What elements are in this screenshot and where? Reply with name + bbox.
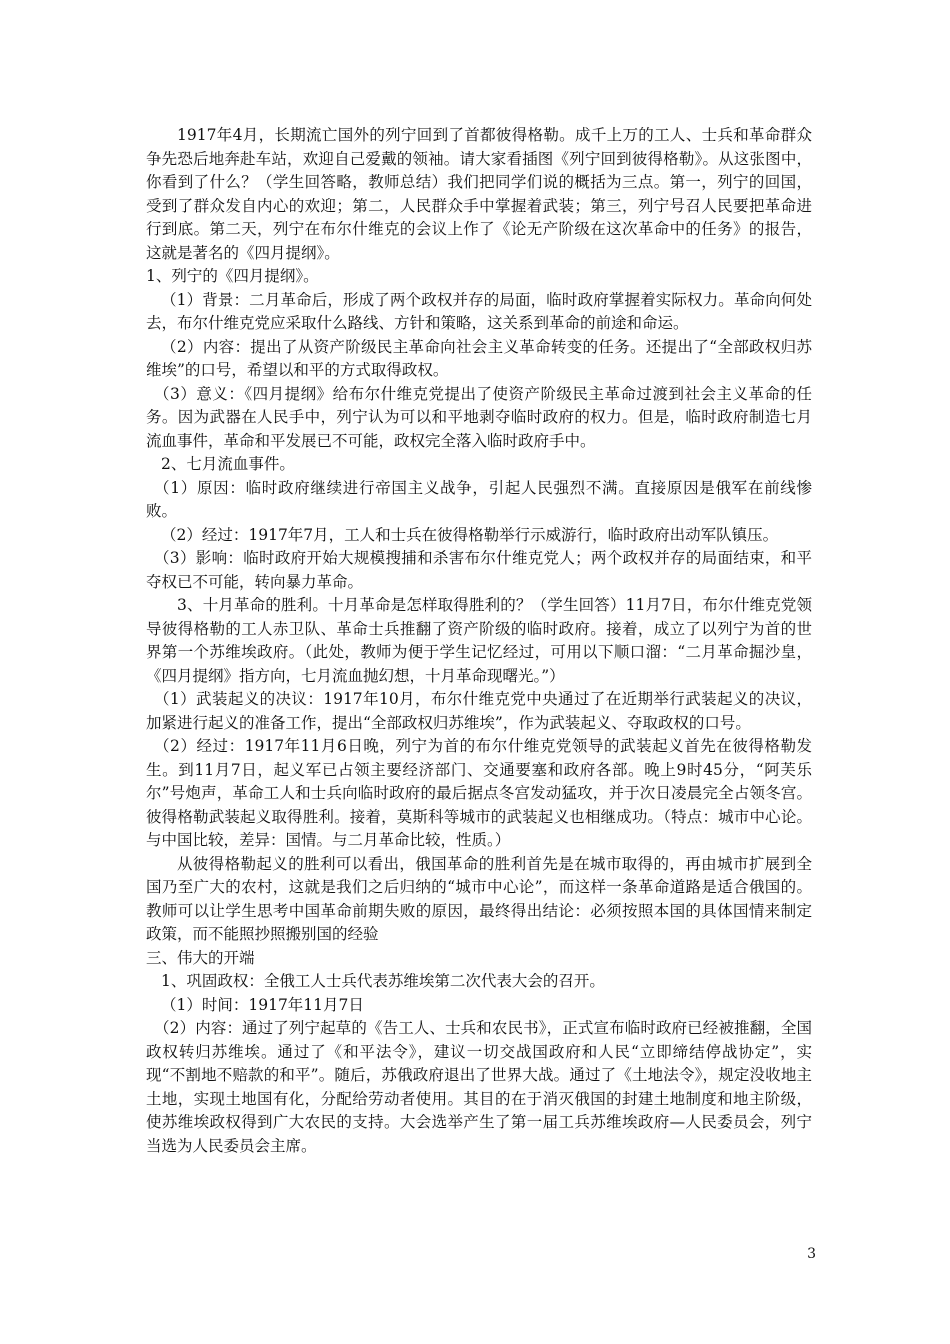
paragraph-july-impact: （3）影响：临时政府开始大规模搜捕和杀害布尔什维克党人；两个政权并存的局面结束，和平夺权已不可能，转向暴力革命。 <box>146 549 812 591</box>
paragraph-april-content: （2）内容：提出了从资产阶级民主革命向社会主义革命转变的任务。还提出了“全部政权归苏维埃”的口号，希望以和平的方式取得政权。 <box>146 337 812 379</box>
paragraph-april-significance: （3）意义：《四月提纲》给布尔什维克党提出了使资产阶级民主革命过渡到社会主义革命的任务。因为武器在人民手中，列宁认为可以和平地剥夺临时政府的权力。但是，临时政府制造七月流血事件，革命和平发展已不可能，政权完全落入临时政府手中。 <box>146 384 812 450</box>
page-body <box>146 124 812 1158</box>
paragraph-july-process: （2）经过：1917年7月，工人和士兵在彼得格勒举行示威游行，临时政府出动军队镇压。 <box>161 525 779 544</box>
heading-april-theses: 1、列宁的《四月提纲》。 <box>146 267 319 285</box>
heading-july-days: 2、七月流血事件。 <box>161 455 295 473</box>
paragraph-congress-content: （2）内容：通过了列宁起草的《告工人、士兵和农民书》，正式宣布临时政府已经被推翻，全国政权转归苏维埃。通过了《和平法令》，建议一切交战国政府和人民“立即缔结停战协定”，实现“不割地不赔款的和平”。随后，苏俄政府退出了世界大战。通过了《土地法令》，规定没收地主土地，实现土地国有化，分配给劳动者使用。其目的在于消灭俄国的封建土地制度和地主阶级，使苏维埃政权得到广大农民的支持。大会选举产生了第一届工兵苏维埃政府—人民委员会，列宁当选为人民委员会主席。 <box>146 1019 812 1155</box>
paragraph-lenin-return: 1917年4月，长期流亡国外的列宁回到了首都彼得格勒。成千上万的工人、士兵和革命群众争先恐后地奔赴车站，欢迎自己爱戴的领袖。请大家看插图《列宁回到彼得格勒》。从这张图中，你看到了什么？（学生回答略，教师总结）我们把同学们说的概括为三点。第一，列宁的回国，受到了群众发自内心的欢迎；第二，人民群众手中掌握着武装；第三，列宁号召人民要把革命进行到底。第二天，列宁在布尔什维克的会议上作了《论无产阶级在这次革命中的任务》的报告，这就是著名的《四月提纲》。 <box>146 126 812 262</box>
paragraph-october-victory: 3、十月革命的胜利。十月革命是怎样取得胜利的？（学生回答）11月7日，布尔什维克党领导彼得格勒的工人赤卫队、革命士兵推翻了资产阶级的临时政府。接着，成立了以列宁为首的世界第一个苏维埃政府。（此处，教师为便于学生记忆经过，可用以下顺口溜：“二月革命掘沙皇，《四月提纲》指方向，七月流血抛幻想，十月革命现曙光。”） <box>146 596 812 685</box>
paragraph-uprising-resolution: （1）武装起义的决议：1917年10月，布尔什维克党中央通过了在近期举行武装起义的决议，加紧进行起义的准备工作，提出“全部政权归苏维埃”，作为武装起义、夺取政权的口号。 <box>146 690 812 732</box>
paragraph-april-background: （1）背景：二月革命后，形成了两个政权并存的局面，临时政府掌握着实际权力。革命向何处去，布尔什维克党应采取什么路线、方针和策略，这关系到革命的前途和命运。 <box>146 290 812 332</box>
paragraph-congress-time: （1）时间：1917年11月7日 <box>161 995 364 1014</box>
heading-great-beginning: 三、伟大的开端 <box>146 948 255 967</box>
paragraph-consolidate-power: 1、巩固政权：全俄工人士兵代表苏维埃第二次代表大会的召开。 <box>161 972 605 990</box>
page-number: 3 <box>807 1246 816 1262</box>
paragraph-city-center-theory: 从彼得格勒起义的胜利可以看出，俄国革命的胜利首先是在城市取得的，再由城市扩展到全国乃至广大的农村，这就是我们之后归纳的“城市中心论”，而这样一条革命道路是适合俄国的。教师可以让学生思考中国革命前期失败的原因，最终得出结论：必须按照本国的具体国情来制定政策，而不能照抄照搬别国的经验 <box>146 854 812 943</box>
paragraph-uprising-process: （2）经过：1917年11月6日晚，列宁为首的布尔什维克党领导的武装起义首先在彼得格勒发生。到11月7日，起义军已占领主要经济部门、交通要塞和政府各部。晚上9时45分，“阿芙乐尔”号炮声，革命工人和士兵向临时政府的最后据点冬宫发动猛攻，并于次日凌晨完全占领冬宫。彼得格勒武装起义取得胜利。接着，莫斯科等城市的武装起义也相继成功。（特点：城市中心论。与中国比较，差异：国情。与二月革命比较，性质。） <box>146 737 812 849</box>
paragraph-july-cause: （1）原因：临时政府继续进行帝国主义战争，引起人民强烈不满。直接原因是俄军在前线惨败。 <box>146 478 812 520</box>
